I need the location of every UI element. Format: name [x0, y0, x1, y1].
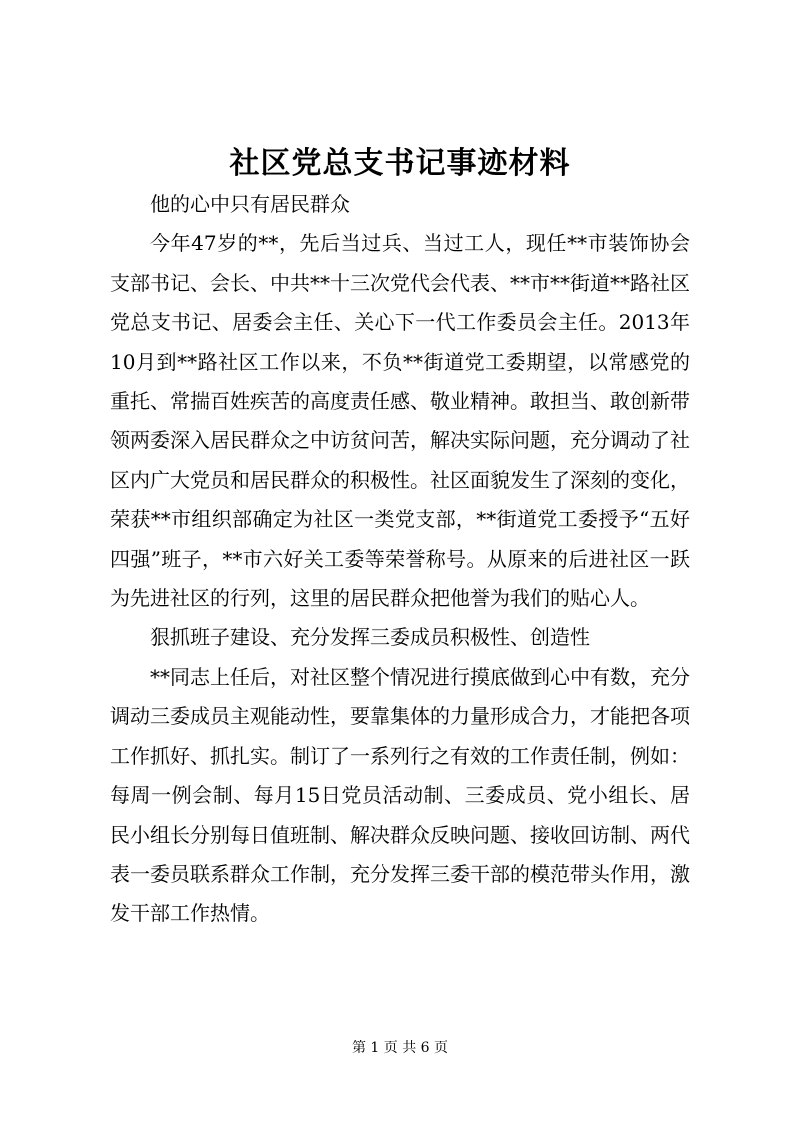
body-paragraph-1: 今年47岁的**，先后当过兵、当过工人，现任**市装饰协会支部书记、会长、中共**十三次党代会代表、**市**街道**路社区党总支书记、居委会主任、关心下一代工作委员会主任。2013年10月到**路社区工作以来，不负**街道党工委期望，以常感党的重托、常揣百姓疾苦的高度责任感、敬业精神。敢担当、敢创新带领两委深入居民群众之中访贫问苦，解决实际问题，充分调动了社区内广大党员和居民群众的积极性。社区面貌发生了深刻的变化，荣获**市组织部确定为社区一类党支部，**街道党工委授予“五好四强”班子，**市六好关工委等荣誉称号。从原来的后进社区一跃为先进社区的行列，这里的居民群众把他誉为我们的贴心人。 — [110, 231, 690, 611]
document-body — [110, 185, 690, 934]
document-title: 社区党总支书记事迹材料 — [229, 146, 571, 181]
section-heading-1: 他的心中只有居民群众 — [150, 192, 350, 216]
body-paragraph-2: **同志上任后，对社区整个情况进行摸底做到心中有数，充分调动三委成员主观能动性，要靠集体的力量形成合力，才能把各项工作抓好、抓扎实。制订了一系列行之有效的工作责任制，例如：每周一例会制、每月15日党员活动制、三委成员、党小组长、居民小组长分别每日值班制、解决群众反映问题、接收回访制、两代表一委员联系群众工作制，充分发挥三委干部的模范带头作用，激发干部工作热情。 — [110, 664, 690, 926]
section-heading-2: 狠抓班子建设、充分发挥三委成员积极性、创造性 — [150, 625, 590, 650]
page-number-footer: 第 1 页 共 6 页 — [351, 1040, 449, 1056]
